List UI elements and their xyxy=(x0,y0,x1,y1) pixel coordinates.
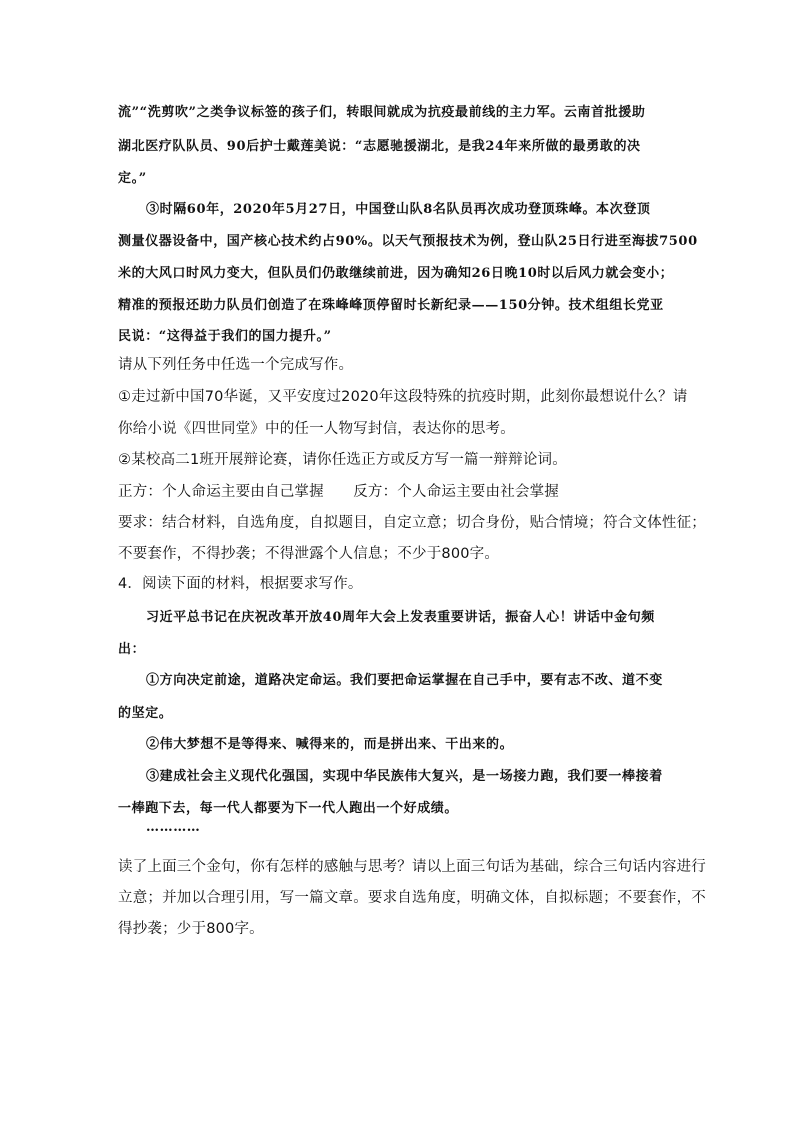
writing-prompt-cont: 立意；并加以合理引用，写一篇文章。要求自选角度，明确文体，自拟标题；不要套作，不 xyxy=(118,890,706,906)
requirements: 要求：结合材料，自选角度，自拟题目，自定立意；切合身份，贴合情境；符合文体性征； xyxy=(118,515,706,531)
task-option-1: ①走过新中国70华诞，又平安度过2020年这段特殊的抗疫时期，此刻你最想说什么？请 xyxy=(118,389,688,405)
material-intro: 习近平总书记在庆祝改革开放40周年大会上发表重要讲话，振奋人心！讲话中金句频 xyxy=(146,610,655,625)
question-4-heading: 4．阅读下面的材料，根据要求写作。 xyxy=(118,576,363,592)
material-intro-cont: 出： xyxy=(118,642,146,657)
quote-2: ②伟大梦想不是等得来、喊得来的，而是拼出来、干出来的。 xyxy=(146,737,514,752)
passage-line: 米的大风口时风力变大，但队员们仍敢继续前进，因为确知26日晚10时以后风力就会变小； xyxy=(118,266,674,281)
passage-line: ③时隔60年，2020年5月27日，中国登山队8名队员再次成功登顶珠峰。本次登顶 xyxy=(146,202,651,217)
passage-line: 定。” xyxy=(118,171,147,186)
passage-line: 流”“洗剪吹”之类争议标签的孩子们，转眼间就成为抗疫最前线的主力军。云南首批援助 xyxy=(118,105,646,120)
debate-sides: 正方：个人命运主要由自己掌握 反方：个人命运主要由社会掌握 xyxy=(118,484,559,500)
quote-3: ③建成社会主义现代化强国，实现中华民族伟大复兴，是一场接力跑，我们要一棒接着 xyxy=(146,769,663,784)
task-option-2: ②某校高二1班开展辩论赛，请你任选正方或反方写一篇一辩辩论词。 xyxy=(118,452,567,468)
writing-prompt-end: 得抄袭；少于800字。 xyxy=(118,921,264,937)
quote-3-cont: 一棒跑下去，每一代人都要为下一代人跑出一个好成绩。 xyxy=(118,801,459,816)
task-option-1-cont: 你给小说《四世同堂》中的任一人物写封信，表达你的思考。 xyxy=(118,421,515,437)
requirements-cont: 不要套作，不得抄袭；不得泄露个人信息；不少于800字。 xyxy=(118,546,500,562)
quote-1-cont: 的坚定。 xyxy=(118,706,173,721)
passage-line: 测量仪器设备中，国产核心技术约占90%。以天气预报技术为例，登山队25日行进至海拔7500 xyxy=(118,234,698,249)
quote-1: ①方向决定前途，道路决定命运。我们要把命运掌握在自己手中，要有志不改、道不变 xyxy=(146,673,663,688)
passage-line: 民说：“这得益于我们的国力提升。” xyxy=(118,329,332,344)
ellipsis: ………… xyxy=(146,820,201,835)
writing-prompt: 读了上面三个金句，你有怎样的感触与思考？请以上面三句话为基础，综合三句话内容进行 xyxy=(118,859,706,875)
task-instruction: 请从下列任务中任选一个完成写作。 xyxy=(118,357,354,373)
passage-line: 精准的预报还助力队员们创造了在珠峰峰顶停留时长新纪录——150分钟。技术组组长党亚 xyxy=(118,298,664,313)
passage-line: 湖北医疗队队员、90后护士戴莲美说：“志愿驰援湖北，是我24年来所做的最勇敢的决 xyxy=(118,139,641,154)
